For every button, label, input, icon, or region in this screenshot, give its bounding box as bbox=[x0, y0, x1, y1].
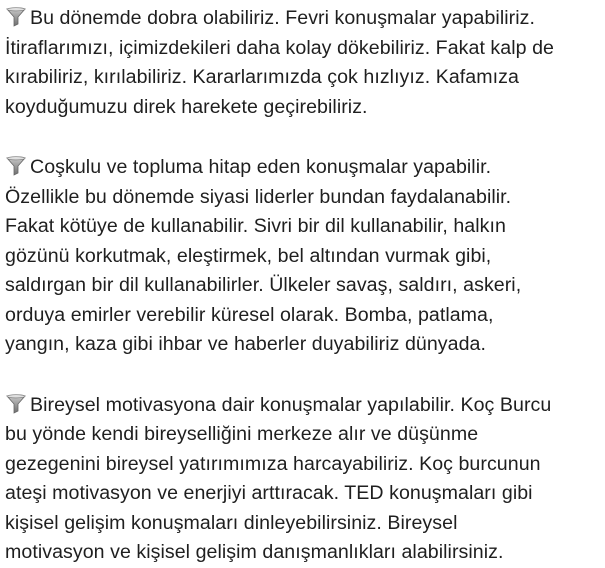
text-line: Özellikle bu dönemde siyasi liderler bundan faydalanabilir. bbox=[5, 185, 512, 208]
text-line: bu yönde kendi bireyselliğini merkeze alır ve düşünme bbox=[5, 423, 479, 445]
paragraph-1 bbox=[5, 4, 601, 122]
text-line: kırabiliriz, kırılabiliriz. Kararlarımızda çok hızlıyız. Kafamıza bbox=[5, 66, 519, 88]
text-line: Bu dönemde dobra olabiliriz. Fevri konuşmalar yapabiliriz. bbox=[5, 4, 601, 34]
text-line: İtiraflarımızı, içimizdekileri daha kolay dökebiliriz. Fakat kalp de bbox=[5, 36, 554, 59]
paragraph-3 bbox=[5, 391, 601, 568]
text-line: Coşkulu ve topluma hitap eden konuşmalar yapabilir. bbox=[5, 153, 601, 183]
text-line: yangın, kaza gibi ihbar ve haberler duyabiliriz dünyada. bbox=[5, 333, 486, 355]
text-line: motivasyon ve kişisel gelişim danışmanlıkları alabilirsiniz. bbox=[5, 541, 504, 563]
text-line: gözünü korkutmak, eleştirmek, bel altından vurmak gibi, bbox=[5, 244, 492, 267]
text-line: ateşi motivasyon ve enerjiyi arttıracak. TED konuşmaları gibi bbox=[5, 482, 533, 504]
funnel-icon bbox=[5, 156, 27, 176]
text-line: koyduğumuzu direk harekete geçirebiliriz. bbox=[5, 95, 368, 118]
text-line: orduya emirler verebilir küresel olarak. Bomba, patlama, bbox=[5, 303, 494, 326]
text-line: gezegenini bireysel yatırımımıza harcayabiliriz. Koç burcunun bbox=[5, 452, 541, 475]
funnel-icon bbox=[5, 7, 27, 27]
paragraph-2 bbox=[5, 153, 601, 360]
funnel-icon bbox=[5, 394, 27, 414]
text-line: saldırgan bir dil kullanabilirler. Ülkeler savaş, saldırı, askeri, bbox=[5, 274, 522, 296]
text-line: kişisel gelişim konuşmaları dinleyebilirsiniz. Bireysel bbox=[5, 511, 458, 534]
text-line: Fakat kötüye de kullanabilir. Sivri bir dil kullanabilir, halkın bbox=[5, 215, 506, 237]
text-line: Bireysel motivasyona dair konuşmalar yapılabilir. Koç Burcu bbox=[5, 391, 601, 421]
